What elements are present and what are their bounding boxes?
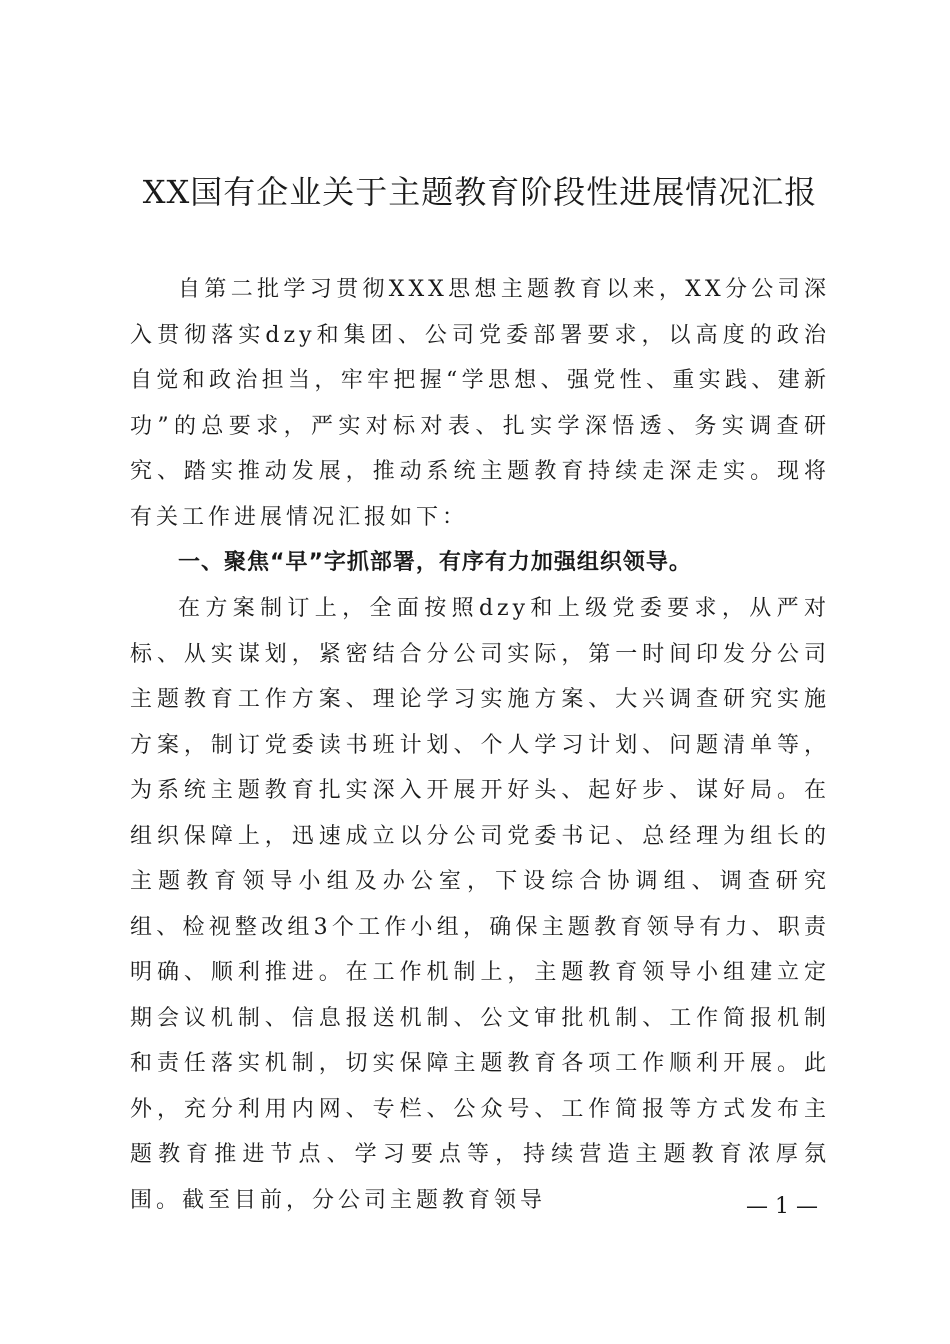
document-title: XX国有企业关于主题教育阶段性进展情况汇报 [142, 173, 818, 211]
section-heading: 一、聚焦“早”字抓部署，有序有力加强组织领导。 [178, 550, 692, 575]
intro-paragraph: 自第二批学习贯彻XXX思想主题教育以来，XX分公司深入贯彻落实dzy和集团、公司党委部署要求，以高度的政治自觉和政治担当，牢牢把握“学思想、强党性、重实践、建新功”的总要求，严实对标对表、扎实学深悟透、务实调查研究、踏实推动发展，推动系统主题教育持续走深走实。现将有关工作进展情况汇报如下： [130, 277, 830, 530]
page-number: — 1 — [746, 1194, 818, 1219]
section-paragraph: 在方案制订上，全面按照dzy和上级党委要求，从严对标、从实谋划，紧密结合分公司实际，第一时间印发分公司主题教育工作方案、理论学习实施方案、大兴调查研究实施方案，制订党委读书班计划、个人学习计划、问题清单等，为系统主题教育扎实深入开展开好头、起好步、谋好局。在组织保障上，迅速成立以分公司党委书记、总经理为组长的主题教育领导小组及办公室，下设综合协调组、调查研究组、检视整改组3个工作小组，确保主题教育领导有力、职责明确、顺利推进。在工作机制上，主题教育领导小组建立定期会议机制、信息报送机制、公文审批机制、工作简报机制和责任落实机制，切实保障主题教育各项工作顺利开展。此外，充分利用内网、专栏、公众号、工作简报等方式发布主题教育推进节点、学习要点等，持续营造主题教育浓厚氛围。截至目前，分公司主题教育领导 [130, 596, 830, 1213]
